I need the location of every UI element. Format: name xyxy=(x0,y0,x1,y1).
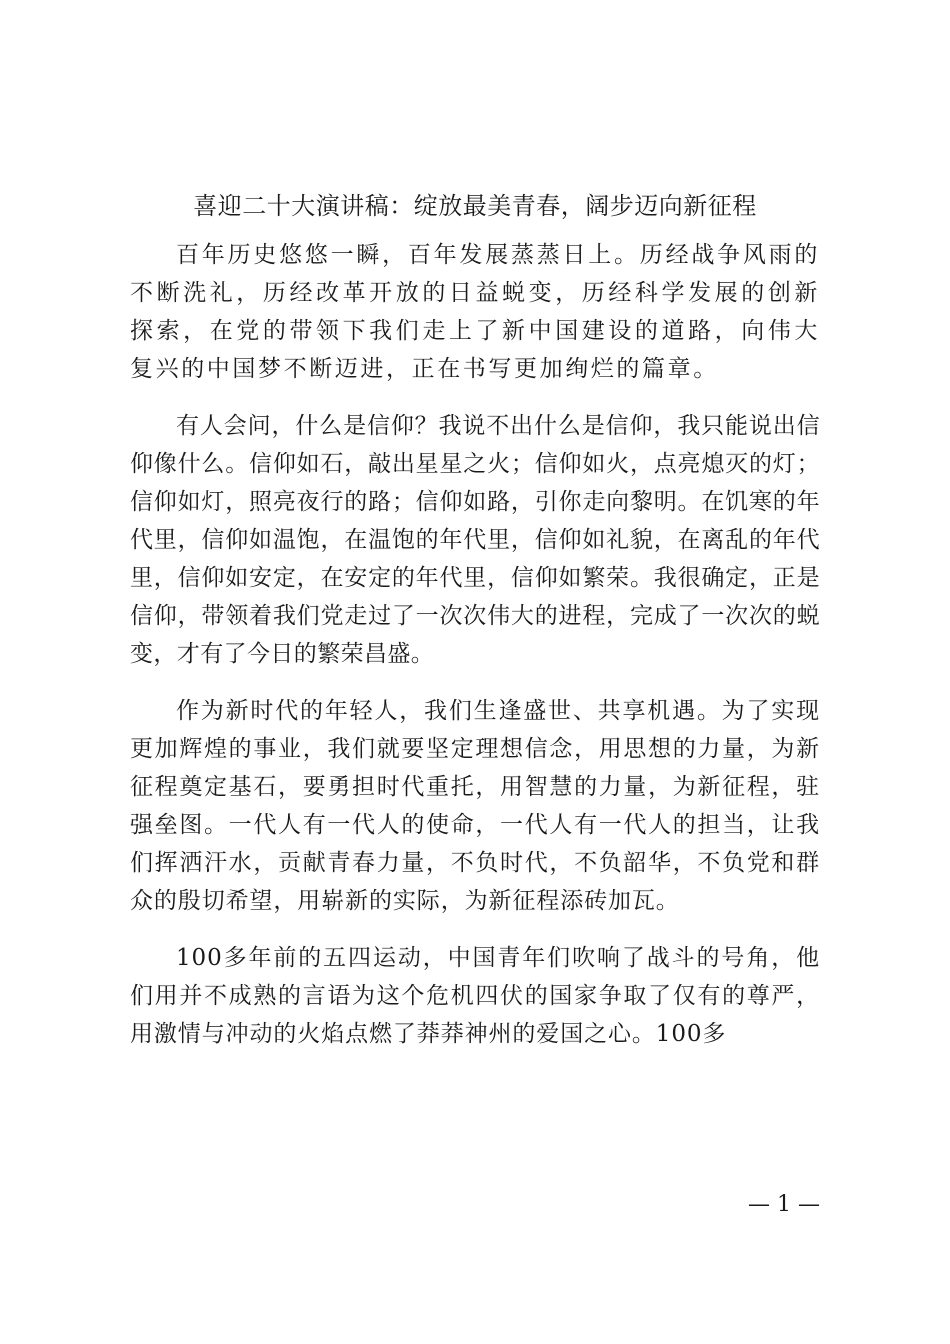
body-paragraph-4: 100多年前的五四运动，中国青年们吹响了战斗的号角，他们用并不成熟的言语为这个危机四伏的国家争取了仅有的尊严，用激情与冲动的火焰点燃了莽莽神州的爱国之心。100多 xyxy=(130,945,820,1047)
body-paragraph-2: 有人会问，什么是信仰？我说不出什么是信仰，我只能说出信仰像什么。信仰如石，敲出星星之火；信仰如火，点亮熄灭的灯；信仰如灯，照亮夜行的路；信仰如路，引你走向黎明。在饥寒的年代里，信仰如温饱，在温饱的年代里，信仰如礼貌，在离乱的年代里，信仰如安定，在安定的年代里，信仰如繁荣。我很确定，正是信仰，带领着我们党走过了一次次伟大的进程，完成了一次次的蜕变，才有了今日的繁荣昌盛。 xyxy=(130,413,820,667)
body-paragraph-1: 百年历史悠悠一瞬，百年发展蒸蒸日上。历经战争风雨的不断洗礼，历经改革开放的日益蜕变，历经科学发展的创新探索，在党的带领下我们走上了新中国建设的道路，向伟大复兴的中国梦不断迈进，正在书写更加绚烂的篇章。 xyxy=(130,242,820,382)
page-number: — 1 — xyxy=(748,1192,820,1217)
body-paragraph-3: 作为新时代的年轻人，我们生逢盛世、共享机遇。为了实现更加辉煌的事业，我们就要坚定理想信念，用思想的力量，为新征程奠定基石，要勇担时代重托，用智慧的力量，为新征程，驻强垒图。一代人有一代人的使命，一代人有一代人的担当，让我们挥洒汗水，贡献青春力量，不负时代，不负韶华，不负党和群众的殷切希望，用崭新的实际，为新征程添砖加瓦。 xyxy=(130,698,820,914)
document-body xyxy=(130,236,820,1072)
document-title: 喜迎二十大演讲稿：绽放最美青春，阔步迈向新征程 xyxy=(193,192,757,220)
